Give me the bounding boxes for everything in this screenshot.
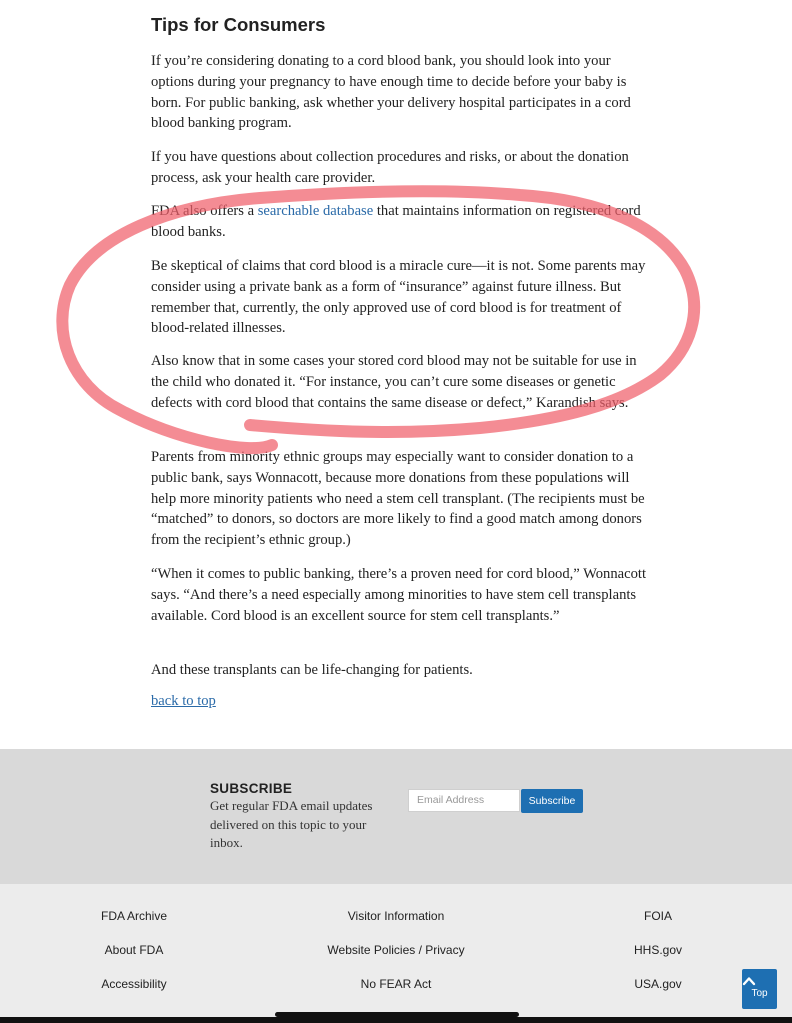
subscribe-description: Get regular FDA email updates delivered on this topic to your inbox. — [210, 798, 373, 850]
paragraph-5: Also know that in some cases your stored cord blood may not be suitable for use in the child who donated it. “For instance, you can’t cure some diseases or genetic defects with cord blood that contains the same disease or defect,” Karandish says. — [151, 353, 637, 411]
footer-link-fda-archive[interactable]: FDA Archive — [100, 909, 168, 923]
subscribe-title: SUBSCRIBE — [210, 781, 293, 796]
section-heading: Tips for Consumers — [151, 14, 326, 35]
footer-link-hhs-gov[interactable]: HHS.gov — [633, 943, 683, 957]
paragraph-8: And these transplants can be life-changing for patients. — [151, 662, 473, 678]
paragraph-7: “When it comes to public banking, there’s a proven need for cord blood,” Wonnacott says. “And there’s a need especially among minorities to have stem cell transplants available. Cord blood is an excellent source for stem cell transplants.” — [151, 566, 646, 624]
device-bottom-edge — [0, 1017, 792, 1023]
footer-link-website-policies[interactable]: Website Policies / Privacy — [327, 943, 465, 957]
footer-link-foia[interactable]: FOIA — [643, 909, 673, 923]
back-to-top-link[interactable]: back to top — [151, 693, 216, 709]
footer — [0, 884, 792, 1023]
scroll-to-top-button[interactable] — [742, 969, 777, 1009]
paragraph-4: Be skeptical of claims that cord blood is a miracle cure—it is not. Some parents may consider using a private bank as a form of “insurance” against future illness. But remember that, currently, the only approved use of cord blood is for treatment of blood-related illnesses. — [151, 258, 646, 337]
searchable-database-link[interactable]: searchable database — [257, 203, 374, 219]
footer-link-usa-gov[interactable]: USA.gov — [634, 977, 682, 991]
paragraph-1: If you’re considering donating to a cord blood bank, you should look into your options during your pregnancy to have enough time to decide before your baby is born. For public banking, ask whether your delivery hospital participates in a cord blood banking program. — [151, 53, 631, 132]
paragraph-3-text-before: FDA also offers a — [151, 203, 258, 219]
subscribe-button[interactable]: Subscribe — [521, 789, 583, 813]
footer-link-visitor-information[interactable]: Visitor Information — [347, 909, 445, 923]
paragraph-3-text-after: that maintains information on registered cord blood banks. — [151, 203, 641, 240]
footer-link-about-fda[interactable]: About FDA — [104, 943, 164, 957]
footer-link-accessibility[interactable]: Accessibility — [101, 977, 167, 991]
paragraph-3 — [151, 201, 646, 243]
home-indicator[interactable] — [275, 1012, 519, 1017]
paragraph-6: Parents from minority ethnic groups may especially want to consider donation to a public bank, says Wonnacott, because more donations from these populations will help more minority patients who need a stem cell transplant. (The recipients must be “matched” to donors, so doctors are more likely to find a good match among donors from the recipient’s ethnic group.) — [151, 449, 645, 549]
paragraph-2: If you have questions about collection procedures and risks, or about the donation process, ask your health care provider. — [151, 149, 629, 186]
chevron-up-icon — [742, 974, 756, 988]
footer-link-no-fear-act[interactable]: No FEAR Act — [360, 977, 432, 991]
top-button-label: Top — [751, 988, 768, 999]
subscribe-section — [0, 749, 792, 884]
email-address-input[interactable]: Email Address — [408, 789, 520, 812]
